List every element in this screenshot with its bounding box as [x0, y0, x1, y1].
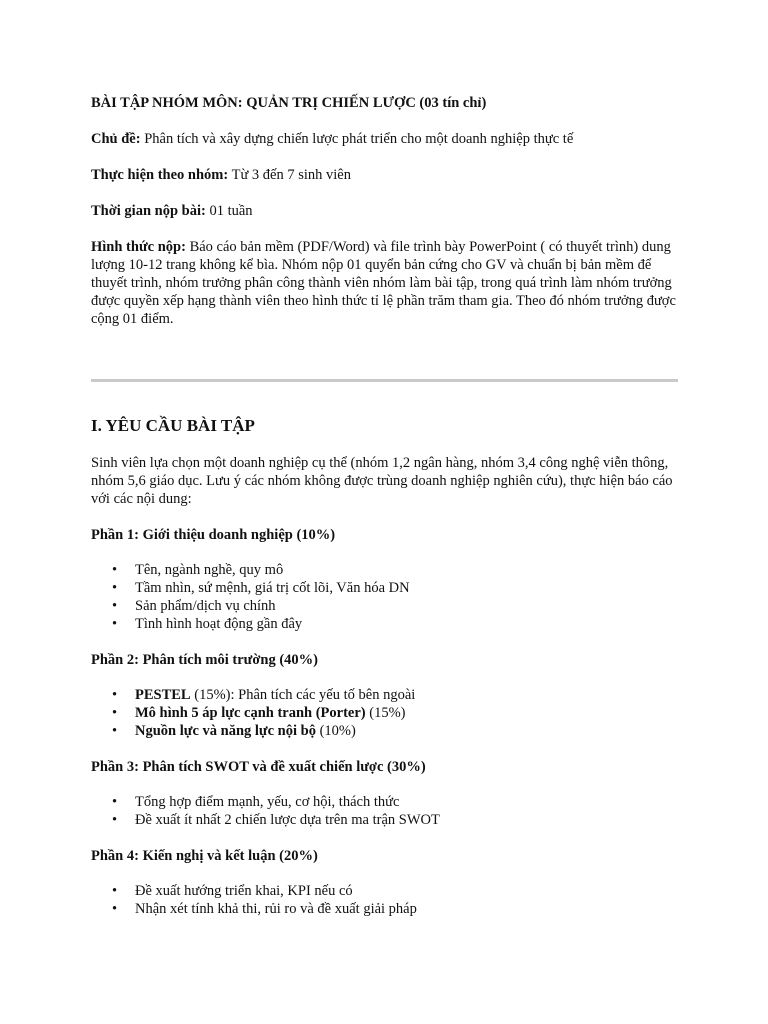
requirements-section	[91, 416, 681, 936]
topic-line	[91, 130, 681, 148]
group-size-line	[91, 166, 681, 184]
deadline-label: Thời gian nộp bài:	[91, 203, 206, 219]
list-item: • Nhận xét tính khả thi, rủi ro và đề xuất giải pháp	[135, 900, 681, 918]
submission-format-value: Báo cáo bản mềm (PDF/Word) và file trình bày PowerPoint ( có thuyết trình) dung lượng 10-12 trang không kể bìa. Nhóm nộp 01 quyển bản cứng cho GV và chuẩn bị bản mềm để thuyết trình, nhóm trưởng phân công thành viên nhóm làm bài tập, trong quá trình làm nhóm trưởng được quyền xếp hạng thành viên theo hình thức tỉ lệ phần trăm tham gia. Theo đó nhóm trưởng được cộng 01 điểm.	[91, 239, 676, 327]
submission-format-label: Hình thức nộp:	[91, 239, 186, 255]
section-intro: Sinh viên lựa chọn một doanh nghiệp cụ thể (nhóm 1,2 ngân hàng, nhóm 3,4 công nghệ viễn thông, nhóm 5,6 giáo dục. Lưu ý các nhóm không được trùng doanh nghiệp nghiên cứu), thực hiện báo cáo với các nội dung:	[91, 455, 673, 507]
part-1-heading: Phần 1: Giới thiệu doanh nghiệp (10%)	[91, 527, 336, 543]
section-divider	[91, 379, 678, 382]
deadline-line	[91, 202, 681, 220]
assignment-title: BÀI TẬP NHÓM MÔN: QUẢN TRỊ CHIẾN LƯỢC (03 tín chỉ)	[91, 95, 487, 111]
list-item: • Tầm nhìn, sứ mệnh, giá trị cốt lõi, Văn hóa DN	[135, 579, 681, 597]
topic-value: Phân tích và xây dựng chiến lược phát triển cho một doanh nghiệp thực tế	[140, 131, 574, 147]
list-item: • Mô hình 5 áp lực cạnh tranh (Porter) (15%)	[135, 704, 681, 722]
part-1-list	[91, 561, 681, 633]
list-item: • Đề xuất ít nhất 2 chiến lược dựa trên ma trận SWOT	[135, 811, 681, 829]
list-item: • Tình hình hoạt động gần đây	[135, 615, 681, 633]
list-item: • Tổng hợp điểm mạnh, yếu, cơ hội, thách thức	[135, 793, 681, 811]
list-item: • Sản phẩm/dịch vụ chính	[135, 597, 681, 615]
part-3-list	[91, 793, 681, 829]
part-2-heading: Phần 2: Phân tích môi trường (40%)	[91, 652, 318, 668]
list-item: • Nguồn lực và năng lực nội bộ (10%)	[135, 722, 681, 740]
group-size-label: Thực hiện theo nhóm:	[91, 167, 229, 183]
part-4-heading: Phần 4: Kiến nghị và kết luận (20%)	[91, 848, 318, 864]
assignment-header	[91, 94, 681, 328]
submission-format-line	[91, 238, 681, 328]
section-heading: I. YÊU CẦU BÀI TẬP	[91, 416, 255, 435]
group-size-value: Từ 3 đến 7 sinh viên	[228, 167, 351, 183]
deadline-value: 01 tuần	[205, 203, 253, 219]
list-item: • PESTEL (15%): Phân tích các yếu tố bên ngoài	[135, 686, 681, 704]
topic-label: Chủ đề:	[91, 131, 141, 147]
part-4-list	[91, 882, 681, 918]
part-3-heading: Phần 3: Phân tích SWOT và đề xuất chiến lược (30%)	[91, 759, 426, 775]
part-2-list	[91, 686, 681, 740]
list-item: • Tên, ngành nghề, quy mô	[135, 561, 681, 579]
list-item: • Đề xuất hướng triển khai, KPI nếu có	[135, 882, 681, 900]
